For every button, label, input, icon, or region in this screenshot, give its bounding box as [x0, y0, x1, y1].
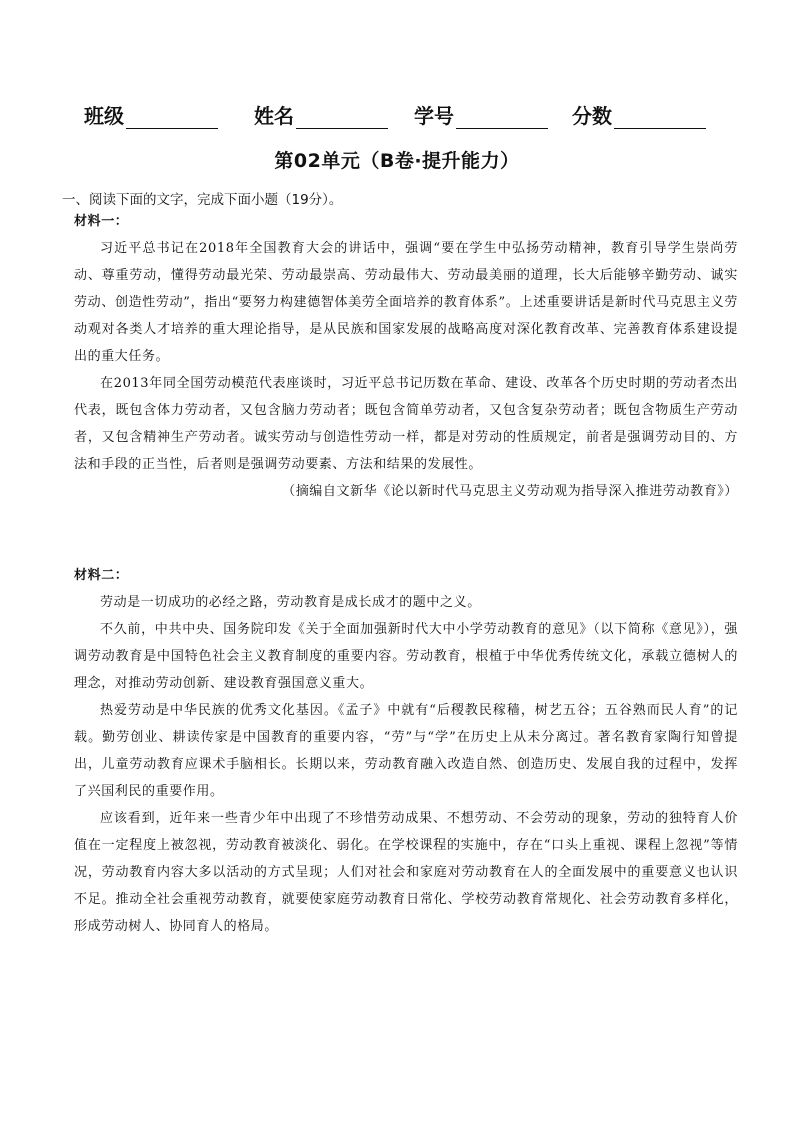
material-one-paragraph: 习近平总书记在2018年全国教育大会的讲话中，强调“要在学生中弘扬劳动精神，教育引导学生崇尚劳动、尊重劳动，懂得劳动最光荣、劳动最崇高、劳动最伟大、劳动最美丽的道理，长大后能够辛勤劳动、诚实劳动、创造性劳动”，指出“要努力构建德智体美劳全面培养的教育体系”。上述重要讲话是新时代马克思主义劳动观对各类人才培养的重大理论指导，是从民族和国家发展的战略高度对深化教育改革、完善教育体系建设提出的重大任务。 — [74, 241, 738, 364]
score-field — [572, 100, 706, 129]
question-prompt: 一、阅读下面的文字，完成下面小题（19分）。 — [62, 192, 343, 208]
class-blank[interactable] — [126, 106, 218, 129]
class-label: 班级 — [84, 104, 124, 128]
name-blank[interactable] — [296, 106, 388, 129]
score-label: 分数 — [572, 104, 612, 128]
material-two-paragraph: 热爱劳动是中华民族的优秀文化基因。《孟子》中就有“后稷教民稼穑，树艺五谷；五谷熟而民人育”的记载。勤劳创业、耕读传家是中国教育的重要内容，“劳”与“学”在历史上从未分离过。著名教育家陶行知曾提出，儿童劳动教育应课术手脑相长。长期以来，劳动教育融入改造自然、创造历史、发展自我的过程中，发挥了兴国利民的重要作用。 — [74, 703, 738, 799]
student-info-header — [84, 100, 724, 132]
name-field — [254, 100, 388, 129]
material-two-label: 材料二： — [74, 568, 129, 583]
number-field — [414, 100, 548, 129]
material-two — [74, 562, 738, 940]
material-one-paragraph: 在2013年同全国劳动模范代表座谈时，习近平总书记历数在革命、建设、改革各个历史时期的劳动者杰出代表，既包含体力劳动者，又包含脑力劳动者；既包含简单劳动者，又包含复杂劳动者；既包含物质生产劳动者，又包含精神生产劳动者。诚实劳动与创造性劳动一样，都是对劳动的性质规定，前者是强调劳动目的、方法和手段的正当性，后者则是强调劳动要素、方法和结果的发展性。 — [74, 376, 738, 472]
material-one — [74, 208, 738, 505]
material-one-label: 材料一： — [74, 214, 129, 229]
material-one-source: （摘编自文新华《论以新时代马克思主义劳动观为指导深入推进劳动教育》） — [282, 484, 738, 499]
material-two-paragraph: 劳动是一切成功的必经之路，劳动教育是成长成才的题中之义。 — [100, 595, 481, 610]
material-two-paragraph: 应该看到，近年来一些青少年中出现了不珍惜劳动成果、不想劳动、不会劳动的现象，劳动的独特育人价值在一定程度上被忽视，劳动教育被淡化、弱化。在学校课程的实施中，存在“口头上重视、课程上忽视”等情况，劳动教育内容大多以活动的方式呈现；人们对社会和家庭对劳动教育在人的全面发展中的重要意义也认识不足。推动全社会重视劳动教育，就要使家庭劳动教育日常化、学校劳动教育常规化、社会劳动教育多样化，形成劳动树人、协同育人的格局。 — [74, 811, 738, 934]
number-label: 学号 — [414, 104, 454, 128]
class-field — [84, 100, 218, 129]
number-blank[interactable] — [456, 106, 548, 129]
material-two-paragraph: 不久前，中共中央、国务院印发《关于全面加强新时代大中小学劳动教育的意见》（以下简称《意见》），强调劳动教育是中国特色社会主义教育制度的重要内容。劳动教育，根植于中华优秀传统文化，承载立德树人的理念，对推动劳动创新、建设教育强国意义重大。 — [74, 622, 738, 691]
unit-title: 第02单元（B卷·提升能力） — [274, 150, 520, 172]
name-label: 姓名 — [254, 104, 294, 128]
score-blank[interactable] — [614, 106, 706, 129]
